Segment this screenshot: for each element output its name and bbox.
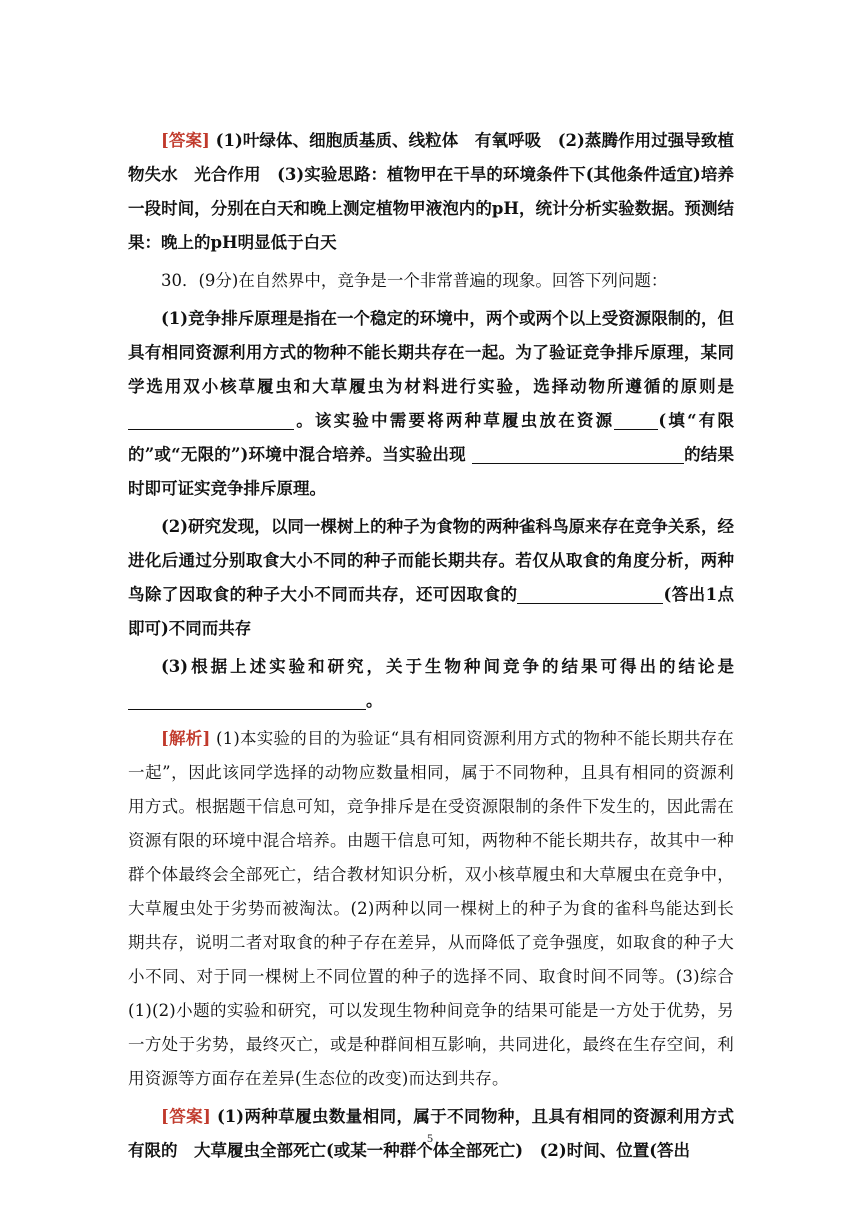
question-text: 。 <box>366 691 383 710</box>
answer-blank <box>517 583 663 604</box>
question-text: 的结果时即可证实竞争排斥原理。 <box>128 445 734 498</box>
analysis-tag: [解析] <box>161 729 211 748</box>
answer-blank <box>472 443 684 464</box>
question-30-part-2 <box>128 510 734 646</box>
answer-paragraph-1 <box>128 124 734 260</box>
answer-tag: [答案] <box>161 131 210 150</box>
question-text: 。该实验中需要将两种草履虫放在资源 <box>294 411 615 430</box>
answer-tag: [答案] <box>161 1107 211 1126</box>
question-30-stem: 30．(9分)在自然界中，竞争是一个非常普遍的现象。回答下列问题： <box>161 271 668 290</box>
question-text: (1)竞争排斥原理是指在一个稳定的环境中，两个或两个以上受资源限制的，但具有相同资源利用方式的物种不能长期共存在一起。为了验证竞争排斥原理，某同学选用双小核草履虫和大草履虫为材料进行实验，选择动物所遵循的原则是 <box>128 309 734 396</box>
question-text: (3)根据上述实验和研究，关于生物种间竞争的结果可得出的结论是 <box>161 657 734 676</box>
page-number: 5 <box>427 1131 433 1145</box>
question-text: (2)研究发现，以同一棵树上的种子为食物的两种雀科鸟原来存在竞争关系，经进化后通过分别取食大小不同的种子而能长期共存。若仅从取食的角度分析，两种鸟除了因取食的种子大小不同而共存，还可因取食的 <box>128 517 734 604</box>
answer-blank <box>128 689 366 710</box>
page-content <box>128 124 751 1168</box>
answer-text: (1)叶绿体、细胞质基质、线粒体 有氧呼吸 (2)蒸腾作用过强导致植物失水 光合作用 (3)实验思路：植物甲在干旱的环境条件下(其他条件适宜)培养一段时间，分别在白天和晚上测定植物甲液泡内的pH，统计分析实验数据。预测结果：晚上的pH明显低于白天 <box>128 131 734 252</box>
analysis-text: (1)本实验的目的为验证“具有相同资源利用方式的物种不能长期共存在一起”，因此该同学选择的动物应数量相同，属于不同物种，且具有相同的资源利用方式。根据题干信息可知，竞争排斥是在受资源限制的条件下发生的，因此需在资源有限的环境中混合培养。由题干信息可知，两物种不能长期共存，故其中一种群个体最终会全部死亡，结合教材知识分析，双小核草履虫和大草履虫在竞争中，大草履虫处于劣势而被淘汰。(2)两种以同一棵树上的种子为食的雀科鸟能达到长期共存，说明二者对取食的种子存在差异，从而降低了竞争强度，如取食的种子大小不同、对于同一棵树上不同位置的种子的选择不同、取食时间不同等。(3)综合(1)(2)小题的实验和研究，可以发现生物种间竞争的结果可能是一方处于优势，另一方处于劣势，最终灭亡，或是种群间相互影响，共同进化，最终在生存空间，利用资源等方面存在差异(生态位的改变)而达到共存。 <box>128 729 734 1088</box>
answer-blank <box>614 409 658 430</box>
analysis-paragraph <box>128 722 734 1096</box>
question-text: (答出1点即可)不同而共存 <box>128 585 735 638</box>
question-text: (填“有限的”或“无限的”)环境中混合培养。当实验出现 <box>128 411 734 464</box>
question-30-part-1 <box>128 302 734 506</box>
answer-text: (1)两种草履虫数量相同，属于不同物种，且具有相同的资源利用方式 有限的 大草履虫全部死亡(或某一种群个体全部死亡) (2)时间、位置(答出 <box>128 1107 751 1160</box>
answer-blank <box>128 409 294 430</box>
question-30-part-3 <box>128 650 734 718</box>
